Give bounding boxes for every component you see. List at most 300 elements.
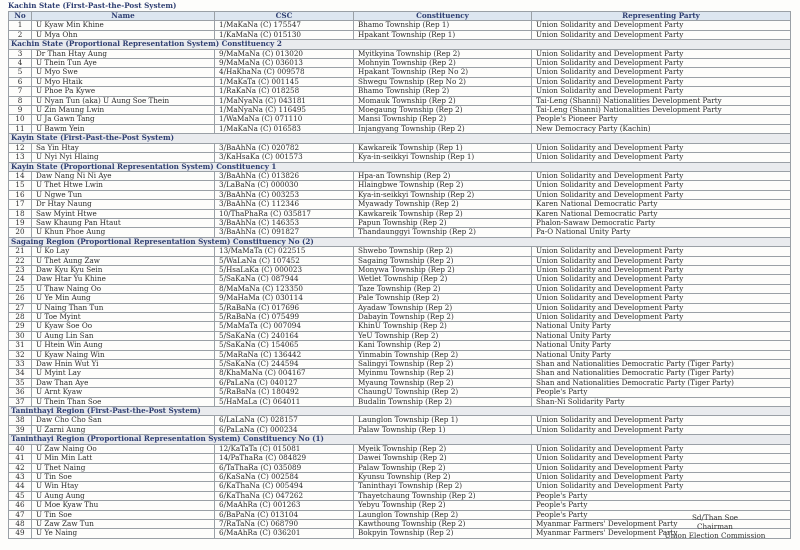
cell-constituency: Kya-in-seikkyi Township (Rep 2) — [354, 190, 532, 199]
table-row — [9, 378, 791, 387]
page-title: Kachin State (First-Past-the-Post System) — [8, 1, 177, 10]
cell-party: Union Solidarity and Development Party — [532, 153, 791, 162]
cell-name: U Ye Min Aung — [32, 294, 215, 303]
table-row — [9, 463, 791, 472]
table-row — [9, 397, 791, 406]
cell-party: Union Solidarity and Development Party — [532, 21, 791, 30]
cell-no: 10 — [9, 115, 32, 124]
cell-name: U Tin Soe — [32, 472, 215, 481]
cell-name: U Thet Htwe Lwin — [32, 181, 215, 190]
cell-party: Union Solidarity and Development Party — [532, 190, 791, 199]
section-heading-row — [9, 134, 791, 143]
cell-constituency: Kawkareik Township (Rep 2) — [354, 209, 532, 218]
cell-no: 44 — [9, 482, 32, 491]
cell-csc: 1/MaKaNa (C) 175547 — [215, 21, 354, 30]
cell-no: 32 — [9, 350, 32, 359]
cell-csc: 1/MaNyaNa (C) 116495 — [215, 106, 354, 115]
table-body — [9, 21, 791, 538]
cell-csc: 3/BaAhNa (C) 146353 — [215, 218, 354, 227]
section-heading: Kayin State (First-Past-the-Post System) — [9, 134, 791, 143]
cell-party: Shan and Nationalities Democratic Party (Tiger Party) — [532, 360, 791, 369]
table-row — [9, 294, 791, 303]
table-row — [9, 209, 791, 218]
table-row — [9, 275, 791, 284]
section-heading-row — [9, 435, 791, 444]
cell-no: 26 — [9, 294, 32, 303]
cell-constituency: Shwebo Township (Rep 2) — [354, 247, 532, 256]
cell-csc: 8/MaMaNa (C) 123350 — [215, 284, 354, 293]
cell-csc: 3/BaAhNa (C) 091827 — [215, 228, 354, 237]
cell-csc: 5/HsaLaKa (C) 000023 — [215, 265, 354, 274]
cell-no: 13 — [9, 153, 32, 162]
section-heading: Taninthayi Region (Proportional Representation System) Constituency No (1) — [9, 435, 791, 444]
table-row — [9, 341, 791, 350]
cell-no: 16 — [9, 190, 32, 199]
table-row — [9, 21, 791, 30]
cell-party: Union Solidarity and Development Party — [532, 265, 791, 274]
table-row — [9, 388, 791, 397]
cell-csc: 5/SaKaNa (C) 154065 — [215, 341, 354, 350]
table-row — [9, 369, 791, 378]
cell-name: U Myo Swe — [32, 68, 215, 77]
section-heading: Kachin State (Proportional Representation System) Constituency 2 — [9, 40, 791, 49]
cell-constituency: Dabayin Township (Rep 2) — [354, 313, 532, 322]
cell-no: 41 — [9, 454, 32, 463]
cell-csc: 5/MaRaNa (C) 136442 — [215, 350, 354, 359]
cell-party: Union Solidarity and Development Party — [532, 313, 791, 322]
cell-name: U Bawm Yein — [32, 124, 215, 133]
table-row — [9, 331, 791, 340]
cell-name: U Thet Aung Zaw — [32, 256, 215, 265]
cell-csc: 9/MaMaNa (C) 036013 — [215, 59, 354, 68]
cell-constituency: Myeik Township (Rep 2) — [354, 444, 532, 453]
cell-no: 9 — [9, 106, 32, 115]
cell-no: 35 — [9, 378, 32, 387]
cell-no: 14 — [9, 171, 32, 180]
cell-name: Saw Myint Htwe — [32, 209, 215, 218]
cell-no: 37 — [9, 397, 32, 406]
cell-constituency: Hpakant Township (Rep 1) — [354, 30, 532, 39]
table-row — [9, 350, 791, 359]
cell-no: 4 — [9, 59, 32, 68]
cell-constituency: Ayadaw Township (Rep 2) — [354, 303, 532, 312]
cell-constituency: Hpa-an Township (Rep 2) — [354, 171, 532, 180]
cell-constituency: Momauk Township (Rep 2) — [354, 96, 532, 105]
signature-title: Chairman — [697, 522, 733, 531]
cell-party: Union Solidarity and Development Party — [532, 482, 791, 491]
cell-constituency: Thayetchaung Township (Rep 2) — [354, 491, 532, 500]
cell-csc: 5/SaKaNa (C) 244594 — [215, 360, 354, 369]
cell-no: 3 — [9, 49, 32, 58]
cell-no: 31 — [9, 341, 32, 350]
cell-party: Union Solidarity and Development Party — [532, 171, 791, 180]
cell-no: 40 — [9, 444, 32, 453]
cell-csc: 1/RaKaNa (C) 018258 — [215, 87, 354, 96]
cell-csc: 8/KhaMaNa (C) 004167 — [215, 369, 354, 378]
cell-csc: 4/HaKhaNa (C) 009578 — [215, 68, 354, 77]
cell-party: Union Solidarity and Development Party — [532, 68, 791, 77]
cell-constituency: Palaw Township (Rep 1) — [354, 425, 532, 434]
cell-name: U Aung Lin San — [32, 331, 215, 340]
cell-name: U Khun Phoe Aung — [32, 228, 215, 237]
table-row — [9, 491, 791, 500]
section-heading: Sagaing Region (Proportional Representation System) Constituency No (2) — [9, 237, 791, 246]
cell-constituency: Pale Township (Rep 2) — [354, 294, 532, 303]
cell-constituency: Monywa Township (Rep 2) — [354, 265, 532, 274]
cell-csc: 12/KaTaTa (C) 015081 — [215, 444, 354, 453]
cell-party: People's Party — [532, 501, 791, 510]
cell-name: U Phoe Pa Kywe — [32, 87, 215, 96]
cell-party: New Democracy Party (Kachin) — [532, 124, 791, 133]
cell-party: National Unity Party — [532, 341, 791, 350]
cell-party: Union Solidarity and Development Party — [532, 303, 791, 312]
cell-no: 20 — [9, 228, 32, 237]
cell-no: 27 — [9, 303, 32, 312]
cell-name: U Kyaw Naing Win — [32, 350, 215, 359]
cell-csc: 5/RaBaNa (C) 075499 — [215, 313, 354, 322]
cell-party: Shan and Nationalities Democratic Party (Tiger Party) — [532, 369, 791, 378]
table-row — [9, 472, 791, 481]
cell-name: Dr Htay Naung — [32, 200, 215, 209]
cell-constituency: Kawkareik Township (Rep 1) — [354, 143, 532, 152]
cell-constituency: Myaung Township (Rep 2) — [354, 378, 532, 387]
cell-party: Union Solidarity and Development Party — [532, 416, 791, 425]
cell-no: 18 — [9, 209, 32, 218]
cell-party: Union Solidarity and Development Party — [532, 181, 791, 190]
cell-name: U Win Htay — [32, 482, 215, 491]
signature-name: Sd/Than Soe — [691, 513, 739, 522]
cell-party: National Unity Party — [532, 331, 791, 340]
table-row — [9, 444, 791, 453]
cell-no: 22 — [9, 256, 32, 265]
table-row — [9, 77, 791, 86]
cell-party: Shan and Nationalities Democratic Party (Tiger Party) — [532, 378, 791, 387]
table-row — [9, 218, 791, 227]
table-row — [9, 501, 791, 510]
table-row — [9, 87, 791, 96]
table-row — [9, 228, 791, 237]
section-heading: Taninthayi Region (First-Past-the-Post System) — [9, 407, 791, 416]
cell-csc: 6/PaLaNa (C) 040127 — [215, 378, 354, 387]
cell-no: 43 — [9, 472, 32, 481]
cell-constituency: Hlaingbwe Township (Rep 2) — [354, 181, 532, 190]
cell-no: 7 — [9, 87, 32, 96]
cell-party: Karen National Democratic Party — [532, 209, 791, 218]
cell-no: 2 — [9, 30, 32, 39]
cell-constituency: Taninthayi Township (Rep 2) — [354, 482, 532, 491]
table-row — [9, 30, 791, 39]
table-row — [9, 256, 791, 265]
signature-organization: Union Election Commission — [664, 531, 766, 540]
table-row — [9, 303, 791, 312]
cell-name: U Ja Gawn Tang — [32, 115, 215, 124]
cell-constituency: Kyunsu Township (Rep 2) — [354, 472, 532, 481]
cell-constituency: Launglon Township (Rep 1) — [354, 416, 532, 425]
cell-no: 34 — [9, 369, 32, 378]
table-row — [9, 49, 791, 58]
cell-name: U Aung Aung — [32, 491, 215, 500]
cell-constituency: Thandaunggyi Township (Rep 2) — [354, 228, 532, 237]
section-heading-row — [9, 407, 791, 416]
cell-csc: 5/SaKaNa (C) 240164 — [215, 331, 354, 340]
table-row — [9, 360, 791, 369]
cell-party: Union Solidarity and Development Party — [532, 284, 791, 293]
table-row — [9, 181, 791, 190]
cell-constituency: Dawei Township (Rep 2) — [354, 454, 532, 463]
cell-no: 24 — [9, 275, 32, 284]
cell-csc: 3/BaAhNa (C) 003253 — [215, 190, 354, 199]
cell-constituency: Yebyu Township (Rep 2) — [354, 501, 532, 510]
cell-no: 36 — [9, 388, 32, 397]
cell-party: Union Solidarity and Development Party — [532, 275, 791, 284]
table-row — [9, 115, 791, 124]
cell-no: 46 — [9, 501, 32, 510]
cell-name: U Kyaw Soe Oo — [32, 322, 215, 331]
cell-name: Daw Kyu Kyu Sein — [32, 265, 215, 274]
section-heading: Kayin State (Proportional Representation System) Constituency 1 — [9, 162, 791, 171]
cell-csc: 3/BaAhNa (C) 013826 — [215, 171, 354, 180]
table-row — [9, 153, 791, 162]
cell-name: Daw Cho Cho San — [32, 416, 215, 425]
cell-party: Pa-O National Unity Party — [532, 228, 791, 237]
table-row — [9, 190, 791, 199]
cell-name: U Zarni Aung — [32, 425, 215, 434]
cell-party: People's Party — [532, 491, 791, 500]
cell-no: 30 — [9, 331, 32, 340]
cell-no: 42 — [9, 463, 32, 472]
cell-name: U Naing Than Tun — [32, 303, 215, 312]
cell-constituency: Kya-in-seikkyi Township (Rep 1) — [354, 153, 532, 162]
table-row — [9, 284, 791, 293]
cell-constituency: Mohnyin Township (Rep 2) — [354, 59, 532, 68]
cell-no: 39 — [9, 425, 32, 434]
cell-name: U Thein Than Soe — [32, 397, 215, 406]
cell-constituency: Taze Township (Rep 2) — [354, 284, 532, 293]
cell-name: Daw Than Aye — [32, 378, 215, 387]
cell-party: Union Solidarity and Development Party — [532, 463, 791, 472]
cell-constituency: Kawthoung Township (Rep 2) — [354, 519, 532, 528]
cell-party: Union Solidarity and Development Party — [532, 77, 791, 86]
cell-no: 15 — [9, 181, 32, 190]
table-row — [9, 247, 791, 256]
cell-no: 19 — [9, 218, 32, 227]
cell-csc: 5/SaKaNa (C) 087944 — [215, 275, 354, 284]
cell-name: U Myint Lay — [32, 369, 215, 378]
table-row — [9, 265, 791, 274]
cell-party: Union Solidarity and Development Party — [532, 294, 791, 303]
cell-name: U Moe Kyaw Thu — [32, 501, 215, 510]
cell-csc: 6/LaLaNa (C) 028157 — [215, 416, 354, 425]
cell-constituency: YeU Township (Rep 2) — [354, 331, 532, 340]
cell-csc: 1/MaKaTa (C) 001145 — [215, 77, 354, 86]
cell-name: U Mya Ohn — [32, 30, 215, 39]
section-heading-row — [9, 162, 791, 171]
cell-csc: 6/TaThaRa (C) 035089 — [215, 463, 354, 472]
cell-name: U Toe Myint — [32, 313, 215, 322]
cell-no: 5 — [9, 68, 32, 77]
cell-csc: 9/MaHaMa (C) 030114 — [215, 294, 354, 303]
cell-csc: 9/MaMaNa (C) 013020 — [215, 49, 354, 58]
cell-party: Myanmar Farmers' Development Party — [532, 529, 791, 538]
table-row — [9, 425, 791, 434]
cell-no: 28 — [9, 313, 32, 322]
cell-name: U Min Min Latt — [32, 454, 215, 463]
cell-no: 25 — [9, 284, 32, 293]
cell-name: U Tin Soe — [32, 510, 215, 519]
cell-csc: 5/WaLaNa (C) 107452 — [215, 256, 354, 265]
cell-name: U Thaw Naing Oo — [32, 284, 215, 293]
cell-party: Union Solidarity and Development Party — [532, 59, 791, 68]
cell-party: Union Solidarity and Development Party — [532, 87, 791, 96]
cell-no: 48 — [9, 519, 32, 528]
cell-name: U Ko Lay — [32, 247, 215, 256]
election-results-table — [8, 11, 791, 539]
cell-no: 47 — [9, 510, 32, 519]
cell-constituency: Myawady Township (Rep 2) — [354, 200, 532, 209]
cell-name: U Nyi Nyi Hlaing — [32, 153, 215, 162]
cell-csc: 14/PaThaRa (C) 084829 — [215, 454, 354, 463]
cell-constituency: KhinU Township (Rep 2) — [354, 322, 532, 331]
cell-no: 1 — [9, 21, 32, 30]
cell-name: U Ye Naing — [32, 529, 215, 538]
column-header-no: No — [9, 12, 32, 21]
cell-constituency: Bokpyin Township (Rep 2) — [354, 529, 532, 538]
cell-name: Daw Nang Ni Ni Aye — [32, 171, 215, 180]
cell-party: People's Pioneer Party — [532, 115, 791, 124]
section-heading-row — [9, 40, 791, 49]
column-header-csc: CSC — [215, 12, 354, 21]
cell-constituency: Kani Township (Rep 2) — [354, 341, 532, 350]
cell-party: Union Solidarity and Development Party — [532, 247, 791, 256]
cell-csc: 6/PaLaNa (C) 000234 — [215, 425, 354, 434]
cell-no: 38 — [9, 416, 32, 425]
section-heading-row — [9, 237, 791, 246]
table-row — [9, 454, 791, 463]
cell-name: U Zaw Naing Oo — [32, 444, 215, 453]
cell-party: Phalon-Sawaw Democratic Party — [532, 218, 791, 227]
table-row — [9, 106, 791, 115]
cell-name: Dr Than Htay Aung — [32, 49, 215, 58]
cell-no: 17 — [9, 200, 32, 209]
cell-csc: 5/MaMaTa (C) 007094 — [215, 322, 354, 331]
cell-constituency: Sagaing Township (Rep 2) — [354, 256, 532, 265]
cell-csc: 7/RaTaNa (C) 068790 — [215, 519, 354, 528]
cell-party: Union Solidarity and Development Party — [532, 256, 791, 265]
cell-party: Union Solidarity and Development Party — [532, 425, 791, 434]
cell-party: National Unity Party — [532, 322, 791, 331]
cell-no: 12 — [9, 143, 32, 152]
cell-csc: 3/LaBaNa (C) 000030 — [215, 181, 354, 190]
table-row — [9, 313, 791, 322]
column-header-constituency: Constituency — [354, 12, 532, 21]
cell-constituency: Palaw Township (Rep 2) — [354, 463, 532, 472]
cell-name: U Zaw Zaw Tun — [32, 519, 215, 528]
cell-constituency: Myitkyina Township (Rep 2) — [354, 49, 532, 58]
cell-constituency: Wetlet Township (Rep 2) — [354, 275, 532, 284]
cell-constituency: Launglon Township (Rep 2) — [354, 510, 532, 519]
cell-no: 33 — [9, 360, 32, 369]
cell-no: 45 — [9, 491, 32, 500]
cell-no: 49 — [9, 529, 32, 538]
cell-party: Union Solidarity and Development Party — [532, 454, 791, 463]
table-row — [9, 59, 791, 68]
cell-name: U Ngwe Tun — [32, 190, 215, 199]
cell-name: U Kyaw Min Khine — [32, 21, 215, 30]
cell-csc: 3/BaAhNa (C) 020782 — [215, 143, 354, 152]
table-row — [9, 96, 791, 105]
cell-constituency: Salingyi Township (Rep 2) — [354, 360, 532, 369]
table-row — [9, 68, 791, 77]
cell-party: Shan-Ni Solidarity Party — [532, 397, 791, 406]
cell-name: Daw Htar Yu Khine — [32, 275, 215, 284]
cell-name: U Htein Win Aung — [32, 341, 215, 350]
table-header-row — [9, 12, 791, 21]
cell-no: 23 — [9, 265, 32, 274]
cell-constituency: Myinmu Township (Rep 2) — [354, 369, 532, 378]
cell-name: U Thein Tun Aye — [32, 59, 215, 68]
cell-csc: 6/BaPaNa (C) 013104 — [215, 510, 354, 519]
table-row — [9, 124, 791, 133]
cell-csc: 1/MaNyaNa (C) 043181 — [215, 96, 354, 105]
cell-no: 11 — [9, 124, 32, 133]
cell-name: U Nyan Tun (aka) U Aung Soe Thein — [32, 96, 215, 105]
cell-constituency: Budalin Township (Rep 2) — [354, 397, 532, 406]
cell-csc: 6/MaAhRa (C) 001263 — [215, 501, 354, 510]
cell-name: Daw Hnin Wut Yi — [32, 360, 215, 369]
cell-party: National Unity Party — [532, 350, 791, 359]
cell-csc: 13/MaMaTa (C) 022515 — [215, 247, 354, 256]
cell-csc: 5/RaBaNa (C) 017696 — [215, 303, 354, 312]
cell-constituency: Shwegu Township (Rep No 2) — [354, 77, 532, 86]
cell-name: U Zin Maung Lwin — [32, 106, 215, 115]
cell-name: U Myo Htaik — [32, 77, 215, 86]
cell-party: Union Solidarity and Development Party — [532, 30, 791, 39]
table-row — [9, 171, 791, 180]
cell-party: Union Solidarity and Development Party — [532, 472, 791, 481]
column-header-name: Name — [32, 12, 215, 21]
cell-name: U Thet Naing — [32, 463, 215, 472]
cell-party: Union Solidarity and Development Party — [532, 444, 791, 453]
cell-csc: 6/KaThaNa (C) 047262 — [215, 491, 354, 500]
cell-csc: 6/MaAhRa (C) 036201 — [215, 529, 354, 538]
cell-party: Myanmar Farmers' Development Party — [532, 519, 791, 528]
cell-csc: 5/HaMaLa (C) 064011 — [215, 397, 354, 406]
signature-block — [655, 513, 775, 540]
cell-constituency: Hpakant Township (Rep No 2) — [354, 68, 532, 77]
cell-constituency: ChaungU Township (Rep 2) — [354, 388, 532, 397]
table-row — [9, 416, 791, 425]
cell-party: People's Party — [532, 510, 791, 519]
column-header-party: Representing Party — [532, 12, 791, 21]
cell-party: Tai-Leng (Shanni) Nationalities Development Party — [532, 96, 791, 105]
cell-constituency: Mansi Township (Rep 2) — [354, 115, 532, 124]
cell-party: Karen National Democratic Party — [532, 200, 791, 209]
cell-name: U Arnt Kyaw — [32, 388, 215, 397]
cell-csc: 6/KaSaNa (C) 002584 — [215, 472, 354, 481]
cell-party: Union Solidarity and Development Party — [532, 143, 791, 152]
cell-csc: 1/MaKaNa (C) 016583 — [215, 124, 354, 133]
cell-constituency: Bhamo Township (Rep 1) — [354, 21, 532, 30]
cell-csc: 3/BaAhNa (C) 112346 — [215, 200, 354, 209]
cell-csc: 1/WaMaNa (C) 071110 — [215, 115, 354, 124]
cell-no: 8 — [9, 96, 32, 105]
cell-name: Saw Khaung Pan Htaut — [32, 218, 215, 227]
cell-csc: 6/KaThaNa (C) 005494 — [215, 482, 354, 491]
table-row — [9, 322, 791, 331]
cell-party: Union Solidarity and Development Party — [532, 49, 791, 58]
cell-no: 21 — [9, 247, 32, 256]
cell-csc: 1/KaMaNa (C) 015130 — [215, 30, 354, 39]
